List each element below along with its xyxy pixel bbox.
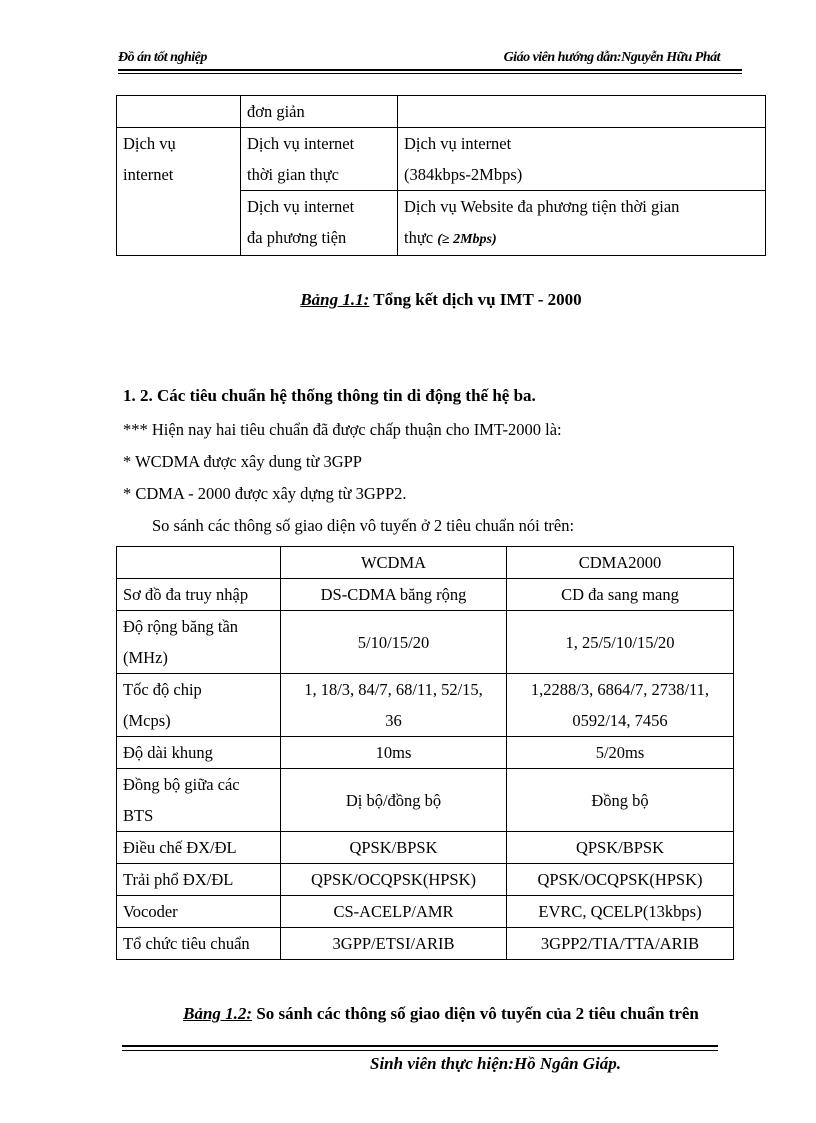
cell-line: Sơ đồ đa truy nhập: [123, 585, 249, 604]
table-cell: [241, 191, 398, 256]
table-cell: [241, 128, 398, 191]
table-header-cell: WCDMA: [281, 547, 507, 579]
table-cell: [117, 832, 281, 864]
table-cell: [398, 128, 766, 191]
cell-line: Độ dài khung: [123, 743, 213, 762]
rate-value: (≥ 2Mbps): [437, 232, 497, 247]
table-cell: [117, 864, 281, 896]
cell-line: QPSK/OCQPSK(HPSK): [310, 870, 477, 889]
table-header-row: [117, 547, 734, 579]
cell-text: thực: [404, 228, 434, 247]
caption-text: So sánh các thông số giao diện vô tuyến của 2 tiêu chuẩn trên: [252, 1004, 699, 1023]
cell-line: Trải phổ ĐX/ĐL: [123, 870, 234, 889]
cell-line: Dịch vụ internet: [247, 134, 355, 153]
table-row: [117, 896, 734, 928]
table-cell: [507, 769, 734, 832]
table-cell: [117, 96, 241, 128]
table-cell: [281, 737, 507, 769]
table-row: [117, 611, 734, 674]
table-cell: [281, 928, 507, 960]
cell-line: 5/10/15/20: [357, 632, 430, 652]
table-header-cell: CDMA2000: [507, 547, 734, 579]
cell-line: QPSK/OCQPSK(HPSK): [537, 870, 703, 889]
footer-rule: [122, 1045, 718, 1047]
table-row: [117, 96, 766, 128]
header-right-advisor: Giáo viên hướng dẫn:Nguyễn Hữu Phát: [503, 50, 720, 65]
table-row: [117, 128, 766, 191]
cell-line: (MHz): [123, 648, 168, 667]
table-cell: [281, 674, 507, 737]
cell-line: CD đa sang mang: [561, 585, 679, 604]
cell-line: 1, 25/5/10/15/20: [565, 632, 675, 652]
table-row: [117, 737, 734, 769]
paragraph: * CDMA - 2000 được xây dựng từ 3GPP2.: [123, 484, 407, 503]
cell-line: Dịch vụ internet: [247, 197, 355, 216]
table-cell: [507, 674, 734, 737]
cell-line: DS-CDMA băng rộng: [320, 585, 467, 604]
cell-line: EVRC, QCELP(13kbps): [538, 902, 702, 921]
table-cell: [117, 896, 281, 928]
table-cell: [507, 896, 734, 928]
table-cell: [281, 579, 507, 611]
cell-line: 1,2288/3, 6864/7, 2738/11,: [530, 680, 710, 699]
cell-line: (384kbps-2Mbps): [404, 165, 523, 184]
footer-rule-thin: [122, 1050, 718, 1051]
cell-line: Vocoder: [123, 902, 178, 921]
cell-line: 3GPP/ETSI/ARIB: [332, 934, 455, 953]
caption-label: Bảng 1.1:: [300, 290, 370, 309]
cell-line: 10ms: [375, 743, 412, 762]
cell-line: Đồng bộ: [591, 790, 649, 810]
cell-line: Tốc độ chip: [123, 680, 202, 699]
cell-line: Đồng bộ giữa các: [123, 775, 240, 794]
comparison-table-body: [117, 579, 734, 960]
table-row: [117, 579, 734, 611]
table-cell: [398, 96, 766, 128]
caption-label: Bảng 1.2:: [183, 1004, 253, 1023]
cell-line: internet: [123, 165, 174, 184]
cell-line: [404, 222, 759, 255]
table-group-label: [117, 128, 241, 256]
paragraph: *** Hiện nay hai tiêu chuẩn đã được chấp thuận cho IMT-2000 là:: [123, 420, 562, 439]
paragraph: * WCDMA được xây dung từ 3GPP: [123, 452, 362, 471]
cell-line: Dị bộ/đồng bộ: [345, 790, 442, 810]
table-cell: [117, 579, 281, 611]
caption-text: Tổng kết dịch vụ IMT - 2000: [369, 290, 582, 309]
cell-line: Dịch vụ: [123, 134, 176, 153]
cell-line: đa phương tiện: [247, 228, 347, 247]
cell-line: Tổ chức tiêu chuẩn: [123, 934, 250, 953]
cell-line: Dịch vụ Website đa phương tiện thời gian: [404, 197, 680, 216]
cell-line: QPSK/BPSK: [575, 838, 665, 857]
table-cell: [117, 737, 281, 769]
table-row: [117, 769, 734, 832]
table-cell: [281, 769, 507, 832]
cell-line: 3GPP2/TIA/TTA/ARIB: [540, 934, 700, 953]
cell-line: (Mcps): [123, 711, 171, 730]
table-row: [117, 674, 734, 737]
table-cell: [117, 674, 281, 737]
table-caption-2: [116, 1004, 766, 1024]
table-caption-1: [116, 290, 766, 310]
comparison-table: [116, 546, 734, 960]
cell-line: BTS: [123, 806, 154, 825]
table-cell: [398, 191, 766, 256]
table-cell: [281, 611, 507, 674]
table-cell: [507, 928, 734, 960]
cell-line: 1, 18/3, 84/7, 68/11, 52/15,: [304, 680, 483, 699]
cell-line: 36: [385, 711, 402, 730]
footer-author: Sinh viên thực hiện:Hồ Ngân Giáp.: [370, 1054, 622, 1073]
cell-line: 0592/14, 7456: [572, 711, 668, 730]
table-row: [117, 864, 734, 896]
table-cell: [117, 769, 281, 832]
table-header-cell: [117, 547, 281, 579]
table-cell: [507, 737, 734, 769]
cell-line: Điều chế ĐX/ĐL: [123, 838, 237, 857]
cell-line: 5/20ms: [595, 743, 645, 762]
paragraph: So sánh các thông số giao diện vô tuyến ở 2 tiêu chuẩn nói trên:: [152, 516, 575, 535]
cell-line: CS-ACELP/AMR: [333, 902, 454, 921]
table-row: [117, 928, 734, 960]
cell-line: QPSK/BPSK: [349, 838, 438, 857]
section-heading: 1. 2. Các tiêu chuẩn hệ thống thông tin di động thế hệ ba.: [123, 386, 536, 405]
table-cell: [281, 864, 507, 896]
table-cell: [507, 579, 734, 611]
table-row: [117, 832, 734, 864]
header-left-title: Đồ án tốt nghiệp: [118, 50, 207, 65]
table-cell: [507, 832, 734, 864]
table-cell: đơn giản: [241, 96, 398, 128]
table-cell: [281, 832, 507, 864]
table-cell: [507, 864, 734, 896]
cell-line: thời gian thực: [247, 165, 339, 184]
header-rule: [118, 69, 742, 71]
table-cell: [507, 611, 734, 674]
services-table: [116, 95, 766, 256]
table-cell: [117, 928, 281, 960]
table-cell: [117, 611, 281, 674]
header-rule-thin: [118, 73, 742, 74]
cell-line: Dịch vụ internet: [404, 134, 512, 153]
cell-line: Độ rộng băng tần: [123, 617, 239, 636]
table-cell: [281, 896, 507, 928]
